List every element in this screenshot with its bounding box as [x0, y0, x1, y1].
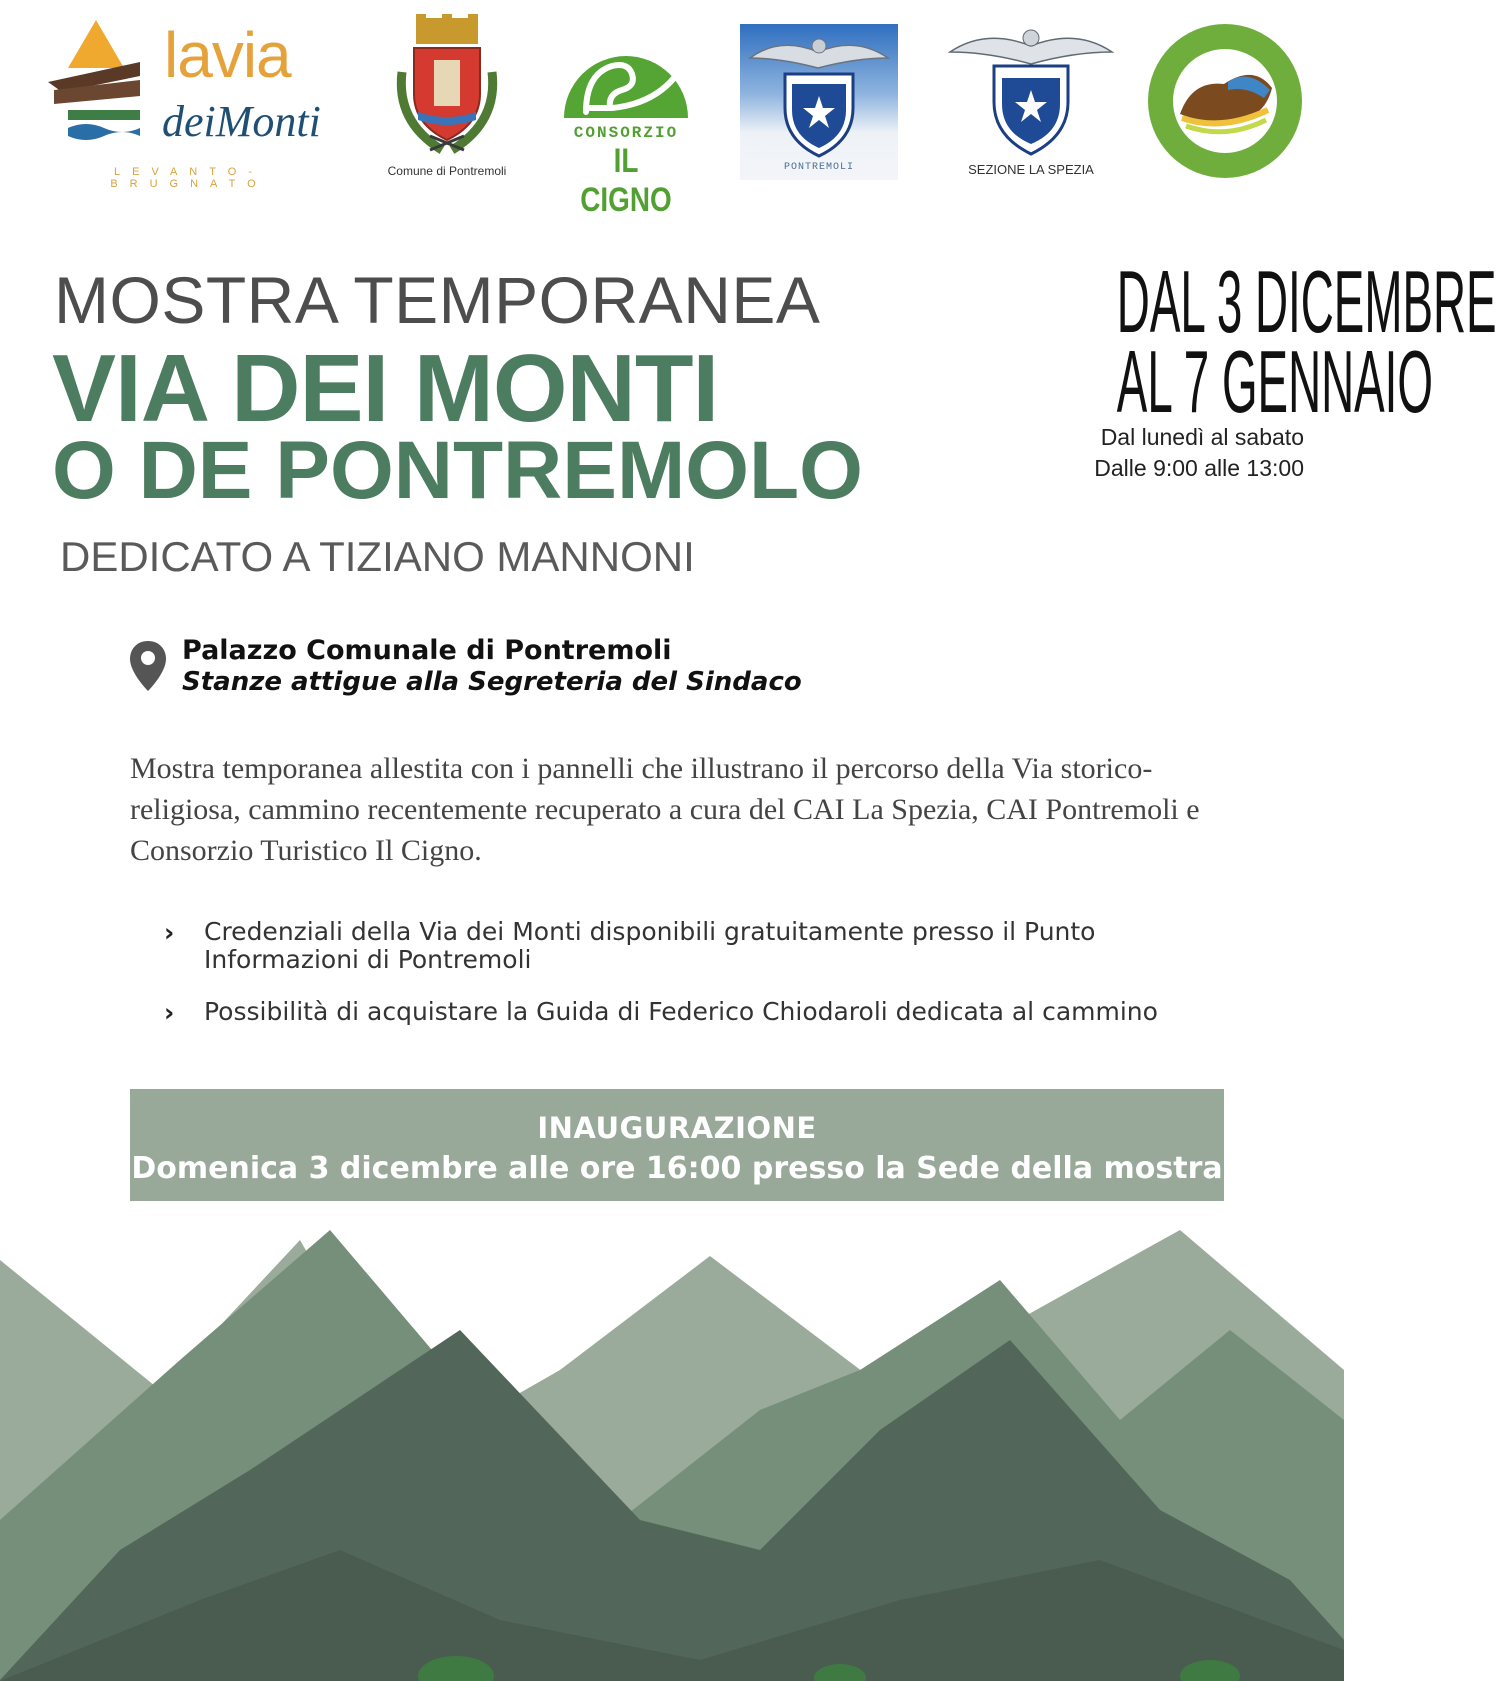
- inauguration-banner: [130, 1089, 1224, 1201]
- comune-pontremoli-logo: [372, 12, 522, 182]
- map-pin-icon: [128, 639, 168, 693]
- chevron-right-icon: ›: [164, 918, 175, 947]
- title-line-1: VIA DEI MONTI: [52, 335, 719, 442]
- swan-icon: [556, 22, 696, 122]
- sponsor-logos: [0, 0, 1344, 219]
- exhibition-dates: [944, 252, 1497, 484]
- title-line-2: O DE PONTREMOLO: [52, 425, 863, 516]
- lavia-word: lavia: [164, 19, 291, 91]
- location: [128, 635, 928, 715]
- info-list: [160, 918, 1220, 1050]
- date-to: AL 7 GENNAIO: [1116, 332, 1433, 431]
- cai-la-spezia-logo: [946, 22, 1116, 182]
- lavia-dei-monti-logo: [44, 18, 334, 188]
- list-item-text: Possibilità di acquistare la Guida di Federico Chiodaroli dedicata al cammino: [204, 997, 1158, 1026]
- list-item-text: Credenziali della Via dei Monti disponibili gratuitamente presso il Punto Informazioni di Pontremoli: [204, 917, 1096, 974]
- opening-hours: Dalle 9:00 alle 13:00: [1094, 455, 1304, 481]
- description: Mostra temporanea allestita con i pannelli che illustrano il percorso della Via storico-religiosa, cammino recentemente recuperato a cura del CAI La Spezia, CAI Pontremoli e Consorzio Turistico Il Cigno.: [130, 752, 1200, 867]
- cai-pontremoli-logo: [740, 24, 898, 180]
- coat-of-arms-icon: [372, 12, 522, 162]
- lavia-tagline: LEVANTO-BRUGNATO: [110, 166, 268, 190]
- mountain-landscape-illustration: [0, 1220, 1344, 1681]
- cai-eagle-shield-icon: [740, 24, 898, 160]
- unione-lunigiana-icon: [1146, 22, 1304, 180]
- comune-caption: Comune di Pontremoli: [387, 164, 507, 178]
- mountain-logo-icon: [44, 18, 164, 148]
- list-item: [160, 998, 1220, 1026]
- date-from: DAL 3 DICEMBRE: [1116, 252, 1497, 351]
- location-room: Stanze attigue alla Segreteria del Sindaco: [182, 667, 802, 697]
- unione-comuni-lunigiana-logo: [1146, 22, 1304, 180]
- location-place: Palazzo Comunale di Pontremoli: [182, 635, 672, 666]
- cai-eagle-shield-icon: [946, 22, 1116, 158]
- cai-pontremoli-caption: PONTREMOLI: [783, 162, 854, 173]
- list-item: [160, 918, 1220, 974]
- cigno-line1: CONSORZIO: [573, 124, 679, 142]
- cigno-line2: IL CIGNO: [580, 142, 672, 219]
- dei-monti-word: deiMonti: [162, 97, 321, 146]
- chevron-right-icon: ›: [164, 998, 175, 1027]
- opening-days: Dal lunedì al sabato: [1100, 424, 1304, 450]
- inauguration-detail: Domenica 3 dicembre alle ore 16:00 presso la Sede della mostra: [131, 1151, 1223, 1186]
- inauguration-heading: INAUGURAZIONE: [537, 1111, 817, 1145]
- cai-spezia-caption: SEZIONE LA SPEZIA: [968, 162, 1094, 177]
- pretitle: MOSTRA TEMPORANEA: [54, 263, 821, 337]
- dedication: DEDICATO A TIZIANO MANNONI: [60, 533, 695, 580]
- consorzio-il-cigno-logo: [556, 22, 696, 219]
